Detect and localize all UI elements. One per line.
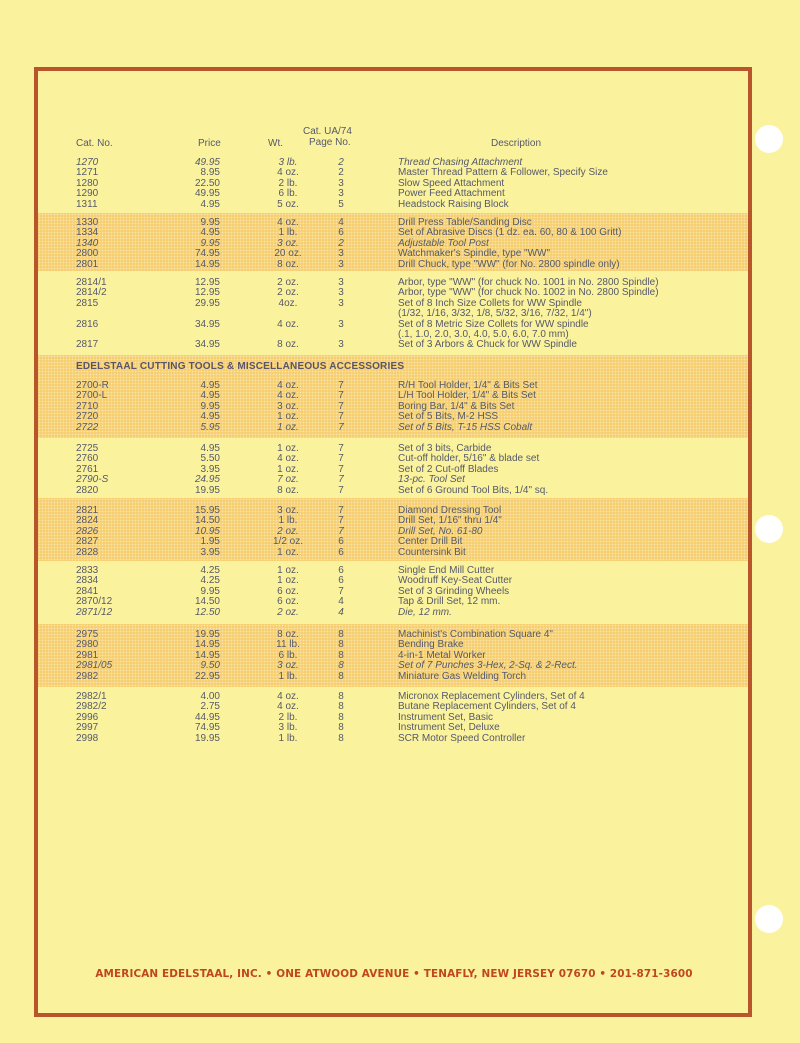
- table-row: [38, 597, 738, 607]
- header-price: Price: [198, 138, 221, 149]
- table-row: [38, 516, 738, 526]
- description-cell: 13-pc. Tool Set: [398, 474, 465, 486]
- page-no-cell: 6: [338, 575, 344, 587]
- description-cell: Set of 3 Grinding Wheels: [398, 585, 510, 597]
- table-row: [38, 320, 738, 330]
- weight-cell: 11 lb.: [276, 639, 300, 651]
- description-cell: Micronox Replacement Cylinders, Set of 4: [398, 691, 585, 702]
- cat-no-cell: 2975: [76, 629, 99, 640]
- price-cell: 2.75: [200, 701, 220, 713]
- page-no-cell: 8: [338, 649, 344, 661]
- description-cell: R/H Tool Holder, 1/4" & Bits Set: [398, 380, 538, 391]
- description-cell: Set of 3 bits, Carbide: [398, 443, 492, 454]
- price-cell: 5.50: [200, 453, 220, 465]
- price-cell: 14.50: [194, 596, 220, 608]
- weight-cell: 1 lb.: [278, 670, 298, 682]
- page-no-cell: 7: [338, 515, 344, 527]
- description-cell: Watchmaker's Spindle, type "WW": [398, 248, 551, 260]
- weight-cell: 4 oz.: [277, 380, 299, 391]
- description-cell: Cut-off holder, 5/16" & blade set: [398, 453, 540, 465]
- description-cell: Thread Chasing Attachment: [398, 157, 523, 168]
- table-row: [38, 423, 738, 433]
- table-row: [38, 189, 738, 199]
- page-no-cell: 4: [338, 217, 344, 228]
- description-cell: Set of 7 Punches 3-Hex, 2-Sq. & 2-Rect.: [398, 660, 578, 672]
- description-cell: Die, 12 mm.: [398, 606, 452, 618]
- page-no-cell: 7: [338, 505, 344, 516]
- binder-hole-top: [755, 125, 783, 153]
- weight-cell: 3 lb.: [278, 722, 298, 734]
- binder-hole-middle: [755, 515, 783, 543]
- page-no-cell: 3: [338, 188, 344, 200]
- description-cell: Single End Mill Cutter: [398, 565, 495, 576]
- weight-cell: 3 oz.: [277, 237, 299, 249]
- description-cell: Center Drill Bit: [398, 536, 463, 548]
- table-row: [38, 713, 738, 723]
- price-cell: 9.95: [200, 400, 220, 412]
- description-cell: (.1, 1.0, 2.0, 3.0, 4.0, 5.0, 6.0, 7.0 mm): [398, 329, 569, 340]
- price-cell: 19.95: [194, 484, 220, 496]
- cat-no-cell: 2833: [76, 565, 99, 576]
- weight-cell: 4 oz.: [277, 167, 299, 179]
- page-no-cell: 7: [338, 443, 344, 454]
- weight-cell: 2 lb.: [278, 177, 298, 189]
- page-no-cell: 7: [338, 474, 344, 486]
- price-cell: 74.95: [194, 722, 220, 734]
- description-cell: Instrument Set, Basic: [398, 711, 494, 723]
- weight-cell: 4 oz.: [277, 318, 299, 330]
- description-cell: Instrument Set, Deluxe: [398, 722, 500, 734]
- weight-cell: 1 lb.: [278, 227, 298, 239]
- table-row: [38, 381, 738, 391]
- section-title: EDELSTAAL CUTTING TOOLS & MISCELLANEOUS ACCESSORIES: [76, 361, 405, 372]
- cat-no-cell: 2820: [76, 484, 99, 496]
- cat-no-cell: 2826: [76, 525, 99, 537]
- description-cell: Power Feed Attachment: [398, 188, 505, 200]
- cat-no-cell: 2982/2: [76, 701, 107, 713]
- page-no-cell: 8: [338, 732, 344, 744]
- weight-cell: 8 oz.: [277, 484, 299, 496]
- description-cell: Set of 2 Cut-off Blades: [398, 463, 499, 475]
- description-cell: SCR Motor Speed Controller: [398, 732, 526, 744]
- weight-cell: 7 oz.: [277, 474, 299, 486]
- description-cell: Butane Replacement Cylinders, Set of 4: [398, 701, 576, 713]
- table-row: [38, 391, 738, 401]
- price-cell: 14.95: [194, 258, 220, 270]
- description-cell: Drill Set, No. 61-80: [398, 525, 483, 537]
- description-cell: Arbor, type "WW" (for chuck No. 1001 in No. 2800 Spindle): [398, 277, 659, 288]
- weight-cell: 6 lb.: [278, 188, 298, 200]
- description-cell: Headstock Raising Block: [398, 198, 509, 210]
- cat-no-cell: 2834: [76, 575, 99, 587]
- cat-no-cell: 2815: [76, 297, 99, 309]
- cat-no-cell: 1311: [76, 198, 98, 210]
- description-cell: Arbor, type "WW" (for chuck No. 1002 in No. 2800 Spindle): [398, 287, 659, 299]
- price-cell: 1.95: [200, 536, 220, 548]
- cat-no-cell: 2996: [76, 711, 99, 723]
- table-row: [38, 330, 738, 340]
- weight-cell: 3 oz.: [277, 660, 299, 672]
- weight-cell: 3 lb.: [278, 157, 298, 168]
- cat-no-cell: 2801: [76, 258, 99, 270]
- page-no-cell: 8: [338, 670, 344, 682]
- description-cell: Woodruff Key-Seat Cutter: [398, 575, 513, 587]
- table-row: [38, 651, 738, 661]
- page-no-cell: 4: [338, 606, 344, 618]
- header-description: Description: [491, 138, 542, 149]
- price-cell: 19.95: [194, 629, 220, 640]
- table-row: [38, 179, 738, 189]
- page-no-cell: 7: [338, 400, 344, 412]
- cat-no-cell: 2998: [76, 732, 99, 744]
- cat-no-cell: 2824: [76, 515, 99, 527]
- price-cell: 4.25: [200, 575, 220, 587]
- item-group: [38, 624, 748, 687]
- table-row: [38, 288, 738, 298]
- price-cell: 14.95: [194, 639, 220, 651]
- price-cell: 4.95: [200, 198, 220, 210]
- header-wt: Wt.: [268, 138, 283, 149]
- description-cell: Set of 8 Metric Size Collets for WW spindle: [398, 318, 589, 330]
- page-no-cell: 7: [338, 484, 344, 496]
- weight-cell: 4 oz.: [277, 217, 299, 228]
- table-row: [38, 402, 738, 412]
- weight-cell: 1 oz.: [277, 443, 299, 454]
- weight-cell: 2 oz.: [277, 606, 299, 618]
- table-row: [38, 475, 738, 485]
- description-cell: Slow Speed Attachment: [398, 177, 505, 189]
- table-row: [38, 723, 738, 733]
- price-cell: 24.95: [194, 474, 220, 486]
- page-no-cell: 7: [338, 421, 344, 433]
- weight-cell: 8 oz.: [277, 258, 299, 270]
- cat-no-cell: 2982/1: [76, 691, 107, 702]
- price-cell: 12.95: [194, 287, 220, 299]
- price-cell: 4.95: [200, 443, 220, 454]
- cat-no-cell: 2827: [76, 536, 99, 548]
- cat-no-cell: 2814/2: [76, 287, 107, 299]
- description-cell: Boring Bar, 1/4" & Bits Set: [398, 400, 515, 412]
- price-cell: 4.95: [200, 380, 220, 391]
- weight-cell: 1 oz.: [277, 575, 299, 587]
- page-no-cell: 7: [338, 453, 344, 465]
- description-cell: Tap & Drill Set, 12 mm.: [398, 596, 501, 608]
- cat-no-cell: 2981: [76, 649, 99, 661]
- item-group: [38, 687, 748, 747]
- header-catalog: Cat. UA/74: [303, 126, 352, 137]
- description-cell: Adjustable Tool Post: [398, 237, 489, 249]
- page-no-cell: 7: [338, 390, 344, 402]
- price-cell: 14.50: [194, 515, 220, 527]
- item-group: [38, 155, 748, 213]
- page-no-cell: 7: [338, 585, 344, 597]
- price-cell: 14.95: [194, 649, 220, 661]
- item-group: [38, 498, 748, 561]
- table-row: [38, 527, 738, 537]
- page-no-cell: 2: [338, 167, 344, 179]
- table-row: [38, 672, 738, 682]
- table-row: [38, 412, 738, 422]
- cat-no-cell: 2821: [76, 505, 99, 516]
- page-no-cell: 3: [338, 177, 344, 189]
- price-cell: 19.95: [194, 732, 220, 744]
- page-no-cell: 6: [338, 565, 344, 576]
- item-group: [38, 561, 748, 624]
- cat-no-cell: 1280: [76, 177, 99, 189]
- weight-cell: 6 oz.: [277, 585, 299, 597]
- page-no-cell: 5: [338, 198, 344, 210]
- table-row: [38, 454, 738, 464]
- table-row: [38, 566, 738, 576]
- table-row: [38, 587, 738, 597]
- description-cell: Drill Chuck, type "WW" (for No. 2800 spindle only): [398, 258, 620, 270]
- description-cell: Set of 6 Ground Tool Bits, 1/4" sq.: [398, 484, 549, 496]
- table-row: [38, 218, 738, 228]
- cat-no-cell: 2841: [76, 585, 99, 597]
- cat-no-cell: 2761: [76, 463, 99, 475]
- cat-no-cell: 2980: [76, 639, 99, 651]
- cat-no-cell: 2722: [76, 421, 99, 433]
- weight-cell: 2 oz.: [277, 287, 299, 299]
- description-cell: Countersink Bit: [398, 546, 466, 558]
- table-row: [38, 576, 738, 586]
- price-cell: 8.95: [200, 167, 220, 179]
- table-row: [38, 661, 738, 671]
- cat-no-cell: 2700-L: [76, 390, 108, 402]
- cat-no-cell: 2720: [76, 411, 99, 423]
- weight-cell: 1 oz.: [277, 546, 299, 558]
- binder-hole-bottom: [755, 905, 783, 933]
- cat-no-cell: 2828: [76, 546, 99, 558]
- cat-no-cell: 2800: [76, 248, 99, 260]
- table-row: [38, 702, 738, 712]
- price-cell: 74.95: [194, 248, 220, 260]
- description-cell: Set of Abrasive Discs (1 dz. ea. 60, 80 & 100 Gritt): [398, 227, 622, 239]
- description-cell: Set of 3 Arbors & Chuck for WW Spindle: [398, 339, 577, 351]
- cat-no-cell: 2816: [76, 318, 99, 330]
- table-row: [38, 692, 738, 702]
- cat-no-cell: 1271: [76, 167, 99, 179]
- weight-cell: 4 oz.: [277, 453, 299, 465]
- weight-cell: 8 oz.: [277, 629, 299, 640]
- price-cell: 10.95: [194, 525, 220, 537]
- page-no-cell: 2: [338, 237, 344, 249]
- price-cell: 29.95: [194, 297, 220, 309]
- description-cell: L/H Tool Holder, 1/4" & Bits Set: [398, 390, 536, 402]
- table-row: [38, 260, 738, 270]
- description-cell: 4-in-1 Metal Worker: [398, 649, 486, 661]
- price-cell: 49.95: [194, 188, 220, 200]
- page-no-cell: 3: [338, 287, 344, 299]
- table-row: [38, 506, 738, 516]
- description-cell: Diamond Dressing Tool: [398, 505, 502, 516]
- cat-no-cell: 2760: [76, 453, 99, 465]
- weight-cell: 6 oz.: [277, 596, 299, 608]
- description-cell: Bending Brake: [398, 639, 464, 651]
- weight-cell: 1/2 oz.: [272, 536, 304, 548]
- item-group: [38, 438, 748, 498]
- page-no-cell: 3: [338, 277, 344, 288]
- table-row: [38, 168, 738, 178]
- cat-no-cell: 2982: [76, 670, 99, 682]
- weight-cell: 4 oz.: [277, 701, 299, 713]
- table-row: [38, 299, 738, 309]
- price-cell: 9.95: [200, 585, 220, 597]
- company-footer: AMERICAN EDELSTAAL, INC. • ONE ATWOOD AVENUE • TENAFLY, NEW JERSEY 07670 • 201-871-3600: [95, 968, 693, 980]
- price-cell: 22.50: [194, 177, 220, 189]
- cat-no-cell: 1340: [76, 237, 99, 249]
- price-cell: 22.95: [194, 670, 220, 682]
- weight-cell: 2 oz.: [277, 525, 299, 537]
- description-cell: Master Thread Pattern & Follower, Specify Size: [398, 167, 608, 179]
- table-row: [38, 444, 738, 454]
- weight-cell: 2 lb.: [278, 711, 298, 723]
- price-cell: 9.95: [200, 217, 220, 228]
- price-cell: 49.95: [194, 157, 220, 168]
- weight-cell: 4 oz.: [277, 390, 299, 402]
- description-cell: Set of 8 Inch Size Collets for WW Spindle: [398, 297, 582, 309]
- price-cell: 34.95: [194, 339, 220, 351]
- weight-cell: 1 lb.: [278, 515, 298, 527]
- weight-cell: 1 lb.: [278, 732, 298, 744]
- page-no-cell: 3: [338, 248, 344, 260]
- weight-cell: 3 oz.: [277, 505, 299, 516]
- table-row: [38, 486, 738, 496]
- cat-no-cell: 1330: [76, 217, 99, 228]
- description-cell: Machinist's Combination Square 4": [398, 629, 553, 640]
- cat-no-cell: 2710: [76, 400, 99, 412]
- header-cat-no: Cat. No.: [76, 138, 113, 149]
- page-no-cell: 8: [338, 722, 344, 734]
- page-no-cell: 8: [338, 629, 344, 640]
- page-no-cell: 7: [338, 411, 344, 423]
- page-no-cell: 3: [338, 297, 344, 309]
- description-cell: Set of 5 Bits, T-15 HSS Cobalt: [398, 421, 533, 433]
- price-cell: 15.95: [194, 505, 220, 516]
- cat-no-cell: 2870/12: [76, 596, 113, 608]
- page-no-cell: 4: [338, 596, 344, 608]
- table-row: [38, 537, 738, 547]
- weight-cell: 2 oz.: [277, 277, 299, 288]
- weight-cell: 1 oz.: [277, 463, 299, 475]
- page-no-cell: 8: [338, 701, 344, 713]
- page-no-cell: 8: [338, 691, 344, 702]
- description-cell: (1/32, 1/16, 3/32, 1/8, 5/32, 3/16, 7/32, 1/4"): [398, 308, 592, 320]
- description-cell: Set of 5 Bits, M-2 HSS: [398, 411, 499, 423]
- weight-cell: 3 oz.: [277, 400, 299, 412]
- price-cell: 4.95: [200, 227, 220, 239]
- weight-cell: 1 oz.: [277, 411, 299, 423]
- page-no-cell: 8: [338, 711, 344, 723]
- weight-cell: 1 oz.: [277, 565, 299, 576]
- table-row: [38, 200, 738, 210]
- cat-no-cell: 1334: [76, 227, 99, 239]
- weight-cell: 4 oz.: [277, 691, 299, 702]
- weight-cell: 5 oz.: [277, 198, 299, 210]
- weight-cell: 8 oz.: [277, 339, 299, 351]
- page-no-cell: 2: [338, 157, 344, 168]
- price-cell: 3.95: [200, 546, 220, 558]
- price-cell: 3.95: [200, 463, 220, 475]
- page-no-cell: 7: [338, 463, 344, 475]
- price-cell: 12.50: [194, 606, 220, 618]
- weight-cell: 1 oz.: [277, 421, 299, 433]
- cat-no-cell: 1290: [76, 188, 99, 200]
- price-cell: 5.95: [200, 421, 220, 433]
- table-row: [38, 249, 738, 259]
- page-no-cell: 7: [338, 380, 344, 391]
- item-group: [38, 355, 748, 438]
- cat-no-cell: 2981/05: [76, 660, 113, 672]
- table-row: [38, 228, 738, 238]
- page-no-cell: 6: [338, 536, 344, 548]
- price-cell: 4.00: [200, 691, 220, 702]
- page-no-cell: 8: [338, 639, 344, 651]
- weight-cell: 20 oz.: [274, 248, 302, 260]
- cat-no-cell: 2814/1: [76, 277, 107, 288]
- cat-no-cell: 2817: [76, 339, 99, 351]
- item-group: [38, 273, 748, 355]
- price-cell: 4.25: [200, 565, 220, 576]
- page-no-cell: 3: [338, 258, 344, 270]
- page-no-cell: 6: [338, 227, 344, 239]
- header-page-no: Page No.: [309, 137, 351, 148]
- cat-no-cell: 2725: [76, 443, 99, 454]
- description-cell: Drill Press Table/Sanding Disc: [398, 217, 532, 228]
- item-group: [38, 213, 748, 271]
- page-no-cell: 7: [338, 525, 344, 537]
- table-row: [38, 640, 738, 650]
- price-cell: 12.95: [194, 277, 220, 288]
- cat-no-cell: 2700-R: [76, 380, 109, 391]
- table-row: [38, 340, 738, 350]
- table-row: [38, 309, 738, 319]
- price-cell: 9.95: [200, 237, 220, 249]
- price-cell: 4.95: [200, 390, 220, 402]
- description-cell: Miniature Gas Welding Torch: [398, 670, 527, 682]
- page-no-cell: 8: [338, 660, 344, 672]
- cat-no-cell: 2997: [76, 722, 99, 734]
- table-row: [38, 465, 738, 475]
- table-row: [38, 734, 738, 744]
- price-cell: 44.95: [194, 711, 220, 723]
- table-row: [38, 239, 738, 249]
- cat-no-cell: 2790-S: [76, 474, 109, 486]
- price-cell: 9.50: [200, 660, 220, 672]
- weight-cell: 4oz.: [278, 297, 298, 309]
- table-row: [38, 158, 738, 168]
- price-cell: 34.95: [194, 318, 220, 330]
- page-no-cell: 3: [338, 339, 344, 351]
- cat-no-cell: 1270: [76, 157, 99, 168]
- price-cell: 4.95: [200, 411, 220, 423]
- description-cell: Drill Set, 1/16" thru 1/4": [398, 515, 502, 527]
- table-row: [38, 608, 738, 618]
- page-no-cell: 6: [338, 546, 344, 558]
- page-no-cell: 3: [338, 318, 344, 330]
- table-row: [38, 630, 738, 640]
- table-row: [38, 548, 738, 558]
- cat-no-cell: 2871/12: [76, 606, 113, 618]
- weight-cell: 6 lb.: [278, 649, 298, 661]
